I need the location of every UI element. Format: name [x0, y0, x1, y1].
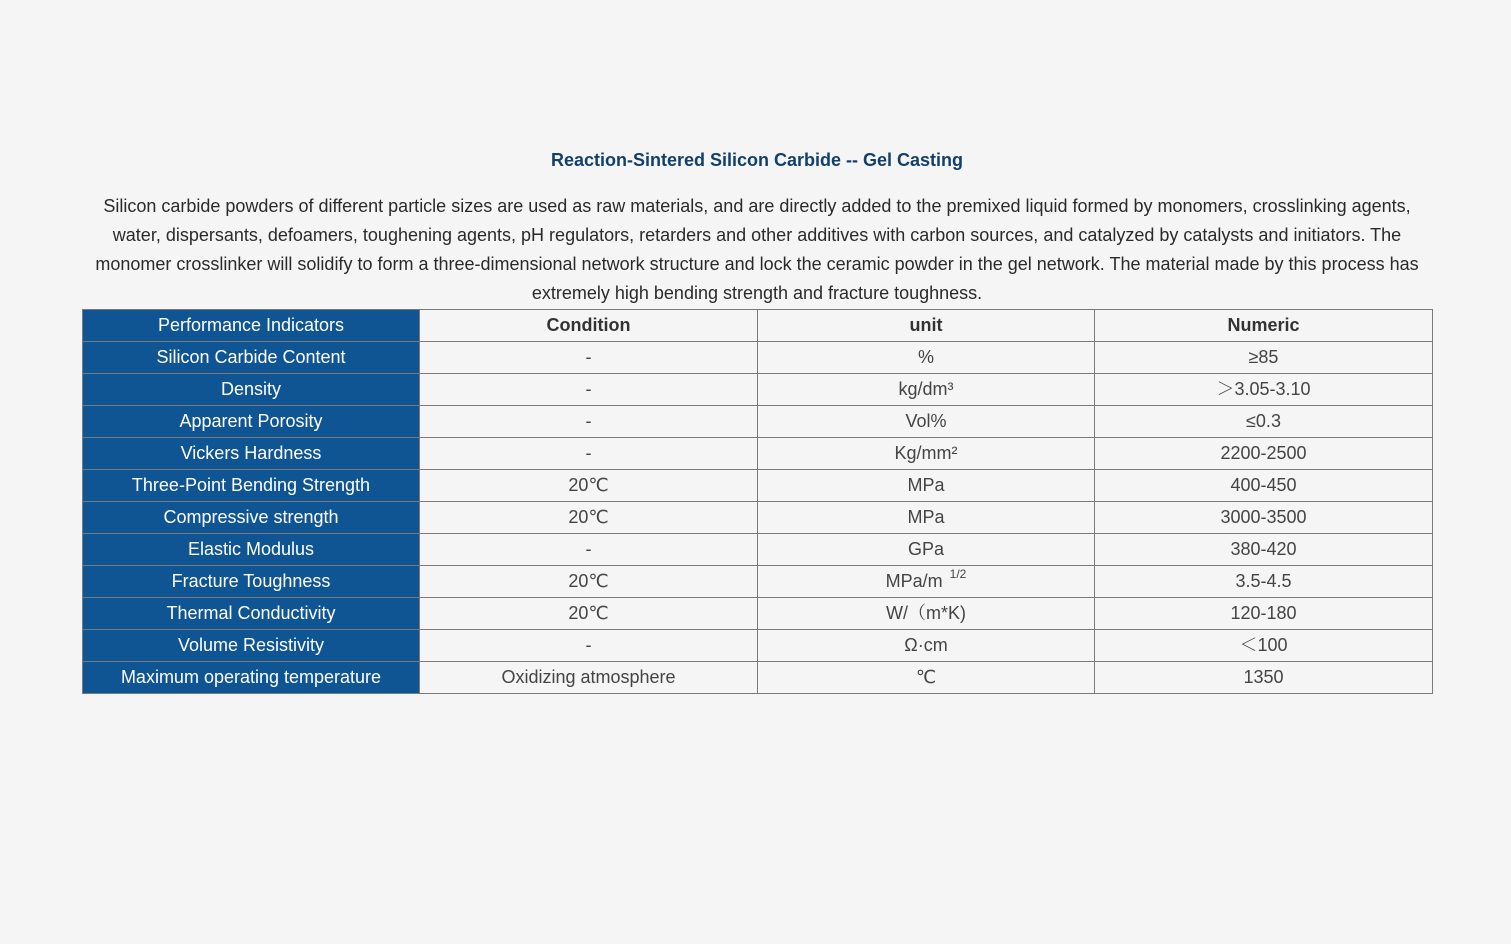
condition-cell: 20℃ — [420, 598, 758, 630]
numeric-cell: 1350 — [1095, 662, 1433, 694]
condition-cell: 20℃ — [420, 502, 758, 534]
indicator-cell: Three-Point Bending Strength — [83, 470, 420, 502]
unit-cell — [758, 438, 1095, 470]
condition-cell: - — [420, 374, 758, 406]
unit-text: MPa — [907, 507, 945, 527]
unit-cell — [758, 662, 1095, 694]
unit-text: Vol% — [905, 411, 947, 431]
header-numeric: Numeric — [1095, 310, 1433, 342]
unit-cell — [758, 374, 1095, 406]
indicator-cell: Volume Resistivity — [83, 630, 420, 662]
condition-cell: - — [420, 406, 758, 438]
condition-cell: 20℃ — [420, 470, 758, 502]
table-row — [83, 630, 1433, 662]
numeric-cell: ≥85 — [1095, 342, 1433, 374]
content-section — [82, 145, 1432, 694]
unit-text: % — [917, 347, 934, 367]
unit-cell — [758, 598, 1095, 630]
table-row — [83, 566, 1433, 598]
unit-cell — [758, 406, 1095, 438]
numeric-cell: 380-420 — [1095, 534, 1433, 566]
unit-text: W/（m*K) — [886, 603, 966, 623]
header-condition: Condition — [420, 310, 758, 342]
condition-cell: - — [420, 630, 758, 662]
performance-table — [82, 309, 1433, 694]
unit-text: MPa/m — [885, 571, 948, 591]
indicator-cell: Compressive strength — [83, 502, 420, 534]
table-row — [83, 374, 1433, 406]
table-row — [83, 534, 1433, 566]
indicator-cell: Fracture Toughness — [83, 566, 420, 598]
numeric-cell: 120-180 — [1095, 598, 1433, 630]
condition-cell: Oxidizing atmosphere — [420, 662, 758, 694]
section-description: Silicon carbide powders of different particle sizes are used as raw materials, and are directly added to the premixed liquid formed by monomers, crosslinking agents, water, dispersants, defoamers, toughening agents, pH regulators, retarders and other additives with carbon sources, and catalyzed by catalysts and initiators. The monomer crosslinker will solidify to form a three-dimensional network structure and lock the ceramic powder in the gel network. The material made by this process has extremely high bending strength and fracture toughness. — [95, 196, 1419, 303]
table-row — [83, 502, 1433, 534]
condition-cell: - — [420, 438, 758, 470]
table-row — [83, 598, 1433, 630]
table-row — [83, 470, 1433, 502]
indicator-cell: Thermal Conductivity — [83, 598, 420, 630]
numeric-cell: 2200-2500 — [1095, 438, 1433, 470]
numeric-cell: 3000-3500 — [1095, 502, 1433, 534]
section-title: Reaction-Sintered Silicon Carbide -- Gel Casting — [550, 150, 964, 170]
indicator-cell: Silicon Carbide Content — [83, 342, 420, 374]
numeric-cell: ＜100 — [1095, 630, 1433, 662]
condition-cell: 20℃ — [420, 566, 758, 598]
table-header-row — [83, 310, 1433, 342]
unit-cell — [758, 342, 1095, 374]
indicator-cell: Maximum operating temperature — [83, 662, 420, 694]
unit-text: Ω·cm — [904, 635, 948, 655]
unit-cell — [758, 566, 1095, 598]
unit-superscript: 1/2 — [949, 567, 967, 581]
indicator-cell: Density — [83, 374, 420, 406]
table-row — [83, 406, 1433, 438]
unit-cell — [758, 534, 1095, 566]
numeric-cell: ≤0.3 — [1095, 406, 1433, 438]
indicator-cell: Vickers Hardness — [83, 438, 420, 470]
numeric-cell: ＞3.05-3.10 — [1095, 374, 1433, 406]
numeric-cell: 400-450 — [1095, 470, 1433, 502]
unit-text: kg/dm³ — [898, 379, 954, 399]
unit-cell — [758, 630, 1095, 662]
condition-cell: - — [420, 534, 758, 566]
unit-cell — [758, 502, 1095, 534]
unit-text: ℃ — [915, 667, 937, 687]
table-row — [83, 438, 1433, 470]
unit-text: Kg/mm² — [894, 443, 958, 463]
header-performance-indicators: Performance Indicators — [83, 310, 420, 342]
unit-cell — [758, 470, 1095, 502]
indicator-cell: Elastic Modulus — [83, 534, 420, 566]
indicator-cell: Apparent Porosity — [83, 406, 420, 438]
unit-text: GPa — [907, 539, 945, 559]
header-unit: unit — [758, 310, 1095, 342]
condition-cell: - — [420, 342, 758, 374]
numeric-cell: 3.5-4.5 — [1095, 566, 1433, 598]
unit-text: MPa — [907, 475, 945, 495]
table-row — [83, 662, 1433, 694]
table-row — [83, 342, 1433, 374]
